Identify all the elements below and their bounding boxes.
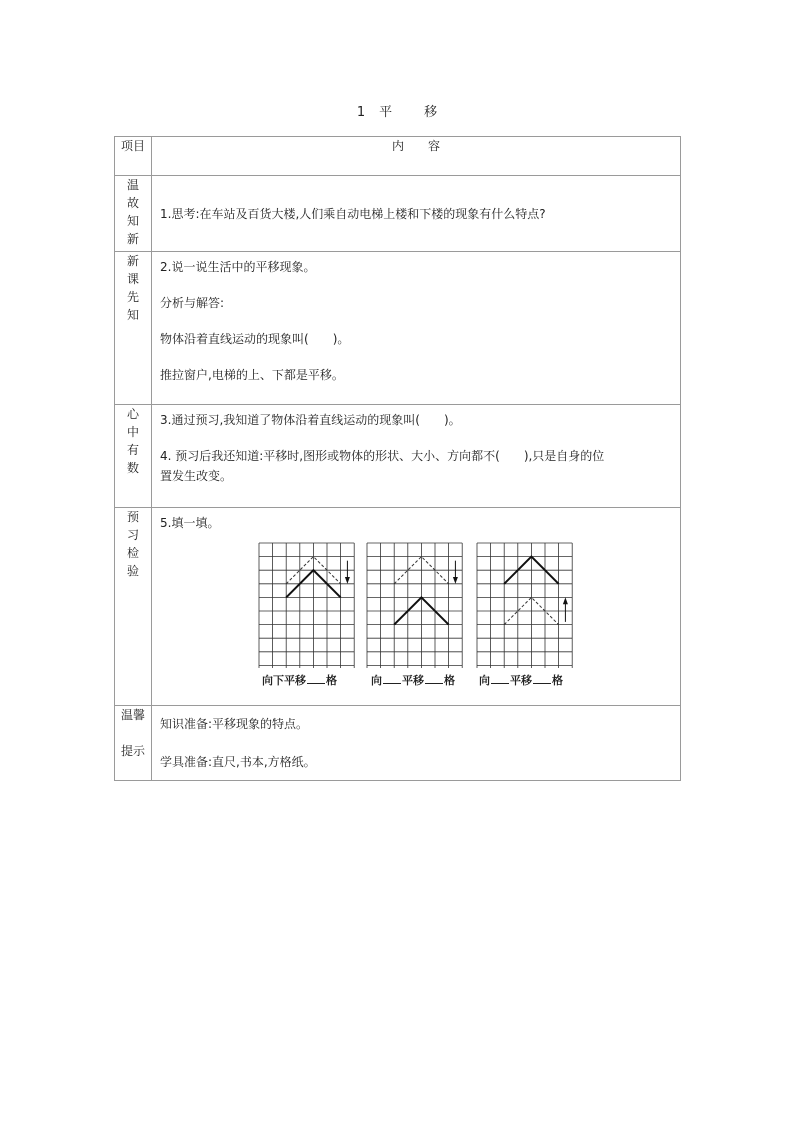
header-content-cell [152, 137, 681, 176]
header-row [115, 137, 681, 176]
caption-3-a: 向 [479, 674, 490, 687]
grid-figure-3 [476, 542, 574, 668]
preview-label: 新课先知 [126, 254, 139, 322]
row-tips [115, 706, 681, 781]
preview-label-cell [115, 252, 152, 405]
tips-content-cell [152, 706, 681, 781]
arrowhead-up-icon [563, 597, 568, 604]
title-number: 1 [356, 105, 366, 120]
caption-3-blank-1[interactable] [491, 673, 509, 684]
row-review [115, 176, 681, 252]
review-label-cell [115, 176, 152, 252]
definition-text: 物体沿着直线运动的现象叫( [160, 332, 309, 346]
tips-tools: 学具准备:直尺,书本,方格纸。 [160, 755, 316, 769]
question-4-mid: ),只是自身的位 [523, 449, 605, 463]
row-check [115, 508, 681, 706]
arrowhead-down-icon [453, 577, 458, 584]
question-2: 2.说一说生活中的平移现象。 [160, 260, 316, 274]
definition-line [152, 329, 680, 349]
row-mind [115, 405, 681, 508]
grid-exercises [152, 542, 680, 687]
caption-1 [262, 672, 337, 688]
header-item-label: 项目 [120, 139, 145, 153]
review-question: 1.思考:在车站及百货大楼,人们乘自动电梯上楼和下楼的现象有什么特点? [160, 206, 546, 221]
caption-3-blank-2[interactable] [533, 673, 551, 684]
lesson-table [114, 136, 681, 781]
caption-3 [479, 672, 563, 688]
question-3 [152, 410, 680, 430]
tips-knowledge: 知识准备:平移现象的特点。 [160, 717, 309, 731]
header-content-char-2: 容 [428, 139, 441, 153]
question-5: 5.填一填。 [160, 516, 220, 530]
question-3-text: 3.通过预习,我知道了物体沿着直线运动的现象叫( [160, 413, 420, 427]
caption-1-c: 格 [326, 674, 337, 687]
definition-end: )。 [332, 332, 350, 346]
check-content-cell [152, 508, 681, 706]
title-char-1: 平 [379, 105, 393, 120]
grid-figure-2 [366, 542, 464, 668]
analysis-label: 分析与解答: [160, 296, 225, 310]
caption-1-a: 向下平移 [262, 674, 306, 687]
caption-2-c: 格 [444, 674, 455, 687]
arrowhead-down-icon [345, 577, 350, 584]
question-4 [152, 446, 680, 466]
check-label: 预习检验 [126, 510, 139, 578]
row-preview [115, 252, 681, 405]
caption-1-blank[interactable] [307, 673, 325, 684]
grid-figure-1 [258, 542, 356, 668]
header-content-char-1: 内 [391, 139, 404, 153]
caption-2-b: 平移 [402, 674, 424, 687]
caption-2-a: 向 [371, 674, 382, 687]
review-label: 温故知新 [126, 178, 139, 246]
example-line: 推拉窗户,电梯的上、下都是平移。 [160, 368, 344, 382]
preview-content-cell [152, 252, 681, 405]
caption-3-c: 格 [552, 674, 563, 687]
page-title [0, 101, 794, 120]
header-item-cell [115, 137, 152, 176]
question-3-end: )。 [443, 413, 461, 427]
review-content-cell [152, 176, 681, 252]
caption-2-blank-1[interactable] [383, 673, 401, 684]
question-4-text: 4. 预习后我还知道:平移时,图形或物体的形状、大小、方向都不( [160, 449, 500, 463]
check-label-cell [115, 508, 152, 706]
title-char-2: 移 [424, 105, 438, 120]
mind-label: 心中有数 [126, 407, 139, 475]
mind-label-cell [115, 405, 152, 508]
tips-label-1: 温馨 [120, 708, 145, 722]
tips-label-cell [115, 706, 152, 781]
caption-3-b: 平移 [510, 674, 532, 687]
mind-content-cell [152, 405, 681, 508]
tips-label-2: 提示 [120, 744, 145, 758]
caption-2 [371, 672, 455, 688]
caption-2-blank-2[interactable] [425, 673, 443, 684]
question-4-continued: 置发生改变。 [160, 469, 233, 483]
